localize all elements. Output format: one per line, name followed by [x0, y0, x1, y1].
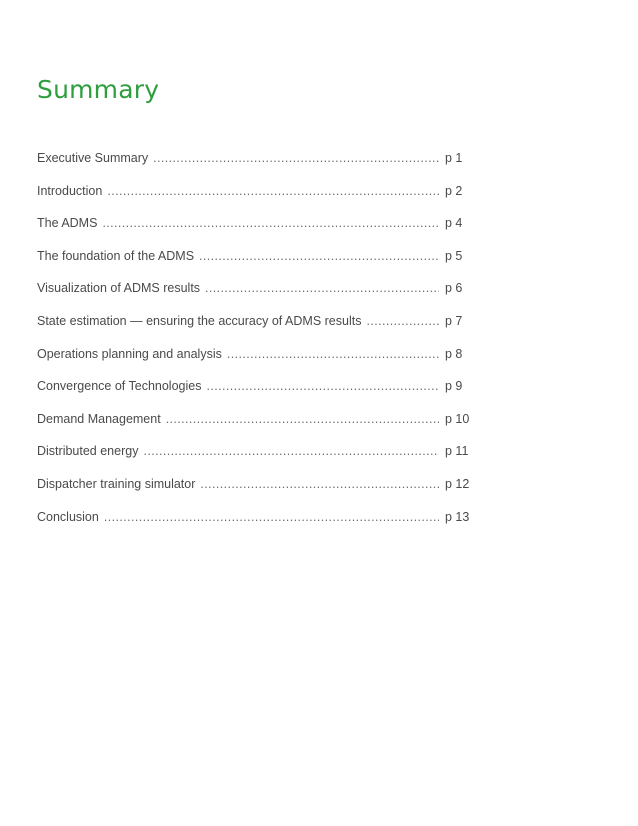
toc-entry-label: Executive Summary	[37, 151, 149, 165]
toc-entry-page: p 2	[445, 183, 463, 198]
dot-leader	[107, 181, 439, 201]
toc-entry-page: p 8	[445, 346, 463, 361]
toc-entry-label: Operations planning and analysis	[37, 346, 222, 361]
dot-leader	[199, 246, 439, 266]
toc-entry-page: p 13	[445, 509, 470, 524]
toc-entry-label: Distributed energy	[37, 444, 139, 459]
dot-leader	[104, 507, 439, 527]
toc-entry-convergence[interactable]	[37, 376, 477, 409]
toc-entry-foundation-of-adms[interactable]	[37, 246, 477, 279]
toc-entry-introduction[interactable]	[37, 181, 477, 214]
dot-leader	[200, 474, 439, 494]
toc-entry-page: p 10	[445, 411, 470, 426]
toc-entry-conclusion[interactable]	[37, 507, 477, 540]
toc-entry-label: Demand Management	[37, 411, 161, 426]
toc-entry-label: Introduction	[37, 183, 103, 198]
toc-entry-the-adms[interactable]	[37, 213, 477, 246]
toc-entry-page: p 12	[445, 476, 470, 491]
table-of-contents	[37, 148, 477, 539]
toc-entry-label: The ADMS	[37, 216, 98, 231]
toc-entry-label: The foundation of the ADMS	[37, 248, 195, 263]
toc-entry-executive-summary[interactable]	[37, 148, 477, 181]
toc-entry-label: Dispatcher training simulator	[37, 476, 196, 491]
toc-entry-page: p 9	[445, 379, 463, 394]
dot-leader	[143, 441, 439, 461]
toc-entry-page: p 6	[445, 281, 463, 296]
toc-entry-label: Convergence of Technologies	[37, 379, 202, 394]
toc-entry-dispatcher-training[interactable]	[37, 474, 477, 507]
toc-entry-operations-planning[interactable]	[37, 344, 477, 377]
toc-entry-demand-management[interactable]	[37, 409, 477, 442]
toc-entry-visualization[interactable]	[37, 278, 477, 311]
dot-leader	[166, 409, 439, 429]
toc-entry-page: p 1	[445, 151, 463, 165]
dot-leader	[227, 344, 439, 364]
toc-entry-page: p 4	[445, 216, 463, 231]
dot-leader	[102, 213, 439, 233]
page-title: Summary	[37, 75, 160, 104]
toc-entry-label: State estimation — ensuring the accuracy of ADMS results	[37, 313, 362, 328]
dot-leader	[366, 311, 439, 331]
toc-entry-page: p 11	[445, 444, 469, 459]
toc-entry-label: Visualization of ADMS results	[37, 281, 201, 296]
dot-leader	[206, 376, 439, 396]
toc-entry-state-estimation[interactable]	[37, 311, 477, 344]
toc-entry-page: p 5	[445, 248, 463, 263]
dot-leader	[205, 278, 439, 298]
toc-entry-distributed-energy[interactable]	[37, 441, 477, 474]
toc-entry-label: Conclusion	[37, 509, 99, 524]
dot-leader	[153, 148, 439, 168]
toc-entry-page: p 7	[445, 313, 463, 328]
